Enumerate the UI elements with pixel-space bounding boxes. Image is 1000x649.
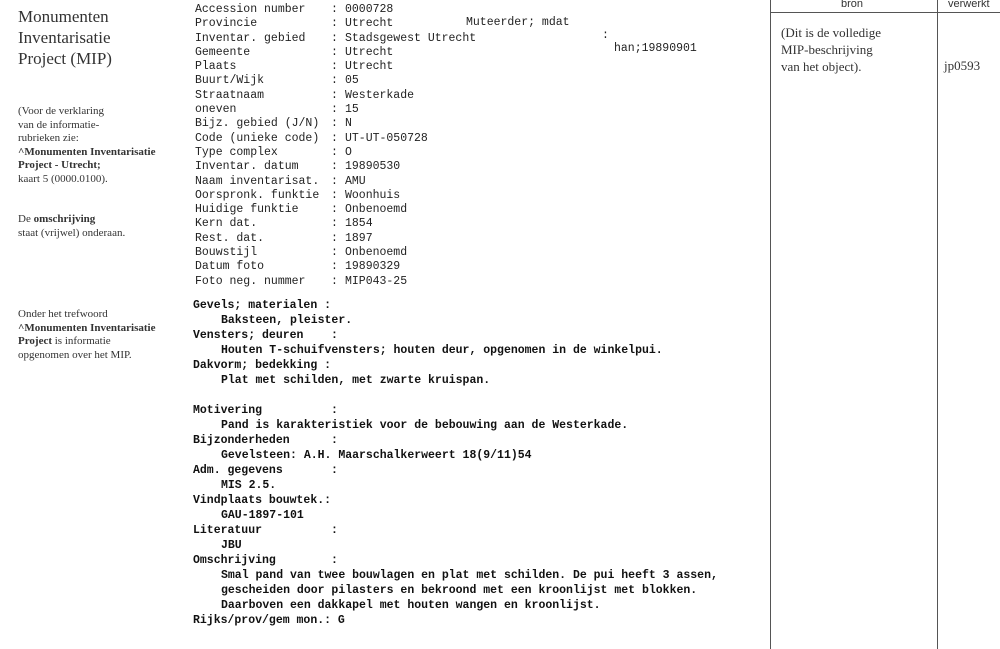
field-label: Naam inventarisat.: [195, 174, 320, 188]
field-value: 05: [345, 74, 359, 88]
section-colon: :: [331, 329, 338, 342]
title-line: Project (MIP): [18, 49, 112, 68]
note-reference: Project: [18, 335, 52, 347]
section: [193, 298, 763, 328]
explanation-note: [18, 105, 178, 186]
note-reference: ^Monumenten Inventarisatie: [18, 145, 156, 158]
note-line: van de informatie-: [18, 118, 100, 131]
section-text: Houten T-schuifvensters; houten deur, opgenomen in de winkelpui.: [221, 344, 663, 357]
bron-note-line: van het object).: [781, 59, 862, 74]
section: [193, 328, 763, 358]
section-colon: :: [331, 554, 338, 567]
verwerkt-header: verwerkt: [948, 0, 990, 10]
section-label: Vensters; deuren: [193, 329, 304, 342]
section-text: JBU: [221, 539, 242, 552]
field-label: Muteerder; mdat: [466, 16, 570, 29]
section-label: Rijks/prov/gem mon.: G: [193, 614, 345, 627]
field-value: O: [345, 145, 352, 159]
field-label: Oorspronk. funktie: [195, 188, 320, 202]
field-label: Accession number: [195, 3, 306, 16]
field-label: Inventar. datum: [195, 160, 299, 174]
section-label: Gevels; materialen :: [193, 299, 332, 312]
section-colon: :: [331, 434, 338, 447]
verwerkt-value: jp0593: [944, 58, 981, 73]
left-column: [18, 6, 178, 69]
field-value: Westerkade: [345, 88, 415, 102]
section: [193, 463, 763, 493]
field-label: Provincie: [195, 17, 258, 31]
section: [193, 613, 763, 628]
field-label: Straatnaam: [195, 88, 265, 102]
field-label: Rest. dat.: [195, 231, 265, 245]
note-text: De: [18, 213, 34, 225]
bron-note: [781, 24, 931, 75]
field-label: Plaats: [195, 60, 237, 74]
section: [193, 493, 763, 523]
section-label: Literatuur: [193, 524, 263, 537]
note-line: kaart 5 (0000.0100).: [18, 172, 108, 185]
divider: [937, 0, 938, 649]
section: [193, 433, 763, 463]
field-label: Bijz. gebied (J/N): [195, 117, 320, 131]
bron-note-line: (Dit is de volledige: [781, 25, 882, 40]
field-label: oneven: [195, 103, 237, 117]
field-label: Bouwstijl: [195, 246, 258, 260]
field-value: Utrecht: [345, 45, 394, 59]
mutator-field: Muteerder; mdat : han;19890901: [466, 16, 697, 55]
field-label: Buurt/Wijk: [195, 74, 265, 88]
field-value: 19890530: [345, 160, 401, 174]
field-label: Huidige funktie: [195, 203, 299, 217]
note-reference: ^Monumenten Inventarisatie: [18, 321, 156, 334]
section-text: Smal pand van twee bouwlagen en plat met schilden. De pui heeft 3 assen, gescheiden door pilasters en bekroond met een kroonlijst met blokken. Daarboven een dakkapel met houten wangen en kroonlijst.: [221, 569, 718, 612]
section-text: MIS 2.5.: [221, 479, 277, 492]
field-label: Datum foto: [195, 260, 265, 274]
divider: [770, 0, 771, 649]
section-colon: :: [331, 404, 338, 417]
field-value: han;19890901: [614, 42, 697, 55]
title-line: Inventarisatie: [18, 28, 111, 47]
field-value: 19890329: [345, 260, 401, 274]
section: [193, 553, 763, 613]
title-line: Monumenten: [18, 7, 109, 26]
note-line: staat (vrijwel) onderaan.: [18, 226, 126, 239]
divider: [770, 12, 1000, 13]
note-text: is informatie: [52, 335, 111, 347]
section-label: Omschrijving: [193, 554, 276, 567]
field-value: 0000728: [345, 3, 394, 16]
section-text: Gevelsteen: A.H. Maarschalkerweert 18(9/11)54: [221, 449, 532, 462]
field-value: 15: [345, 103, 359, 117]
section-text: Pand is karakteristiek voor de bebouwing aan de Westerkade.: [221, 419, 629, 432]
field-value: Woonhuis: [345, 188, 401, 202]
field-label: Code (unieke code): [195, 131, 320, 145]
section-colon: :: [331, 464, 338, 477]
field-value: 1854: [345, 217, 373, 231]
section-label: Bijzonderheden: [193, 434, 290, 447]
field-value: UT-UT-050728: [345, 131, 428, 145]
field-value: Onbenoemd: [345, 203, 408, 217]
field-label: Kern dat.: [195, 217, 258, 231]
field-value: Stadsgewest Utrecht: [345, 31, 477, 45]
note-reference: Project - Utrecht;: [18, 159, 101, 171]
description-location-note: [18, 213, 178, 240]
section-colon: :: [331, 524, 338, 537]
section: [193, 403, 763, 433]
field-value: 1897: [345, 231, 373, 245]
field-label: Foto neg. nummer: [195, 274, 306, 288]
note-keyword: omschrijving: [33, 213, 96, 225]
note-line: rubrieken zie:: [18, 132, 79, 144]
field-label: Gemeente: [195, 45, 251, 59]
section-label: Motivering: [193, 404, 263, 417]
description-block: [193, 298, 763, 628]
section-label: Vindplaats bouwtek.:: [193, 494, 332, 507]
section-label: Adm. gegevens: [193, 464, 283, 477]
field-value: Onbenoemd: [345, 246, 408, 260]
mip-title: [18, 6, 178, 69]
section-text: Plat met schilden, met zwarte kruispan.: [221, 374, 491, 387]
keyword-note: [18, 308, 178, 362]
section-text: GAU-1897-101: [221, 509, 304, 522]
field-label: Inventar. gebied: [195, 31, 306, 45]
note-line: (Voor de verklaring: [18, 105, 104, 117]
bron-header: bron: [841, 0, 864, 10]
field-label: Type complex: [195, 145, 278, 159]
section-label: Dakvorm; bedekking :: [193, 359, 332, 372]
field-value: Utrecht: [345, 60, 394, 74]
field-value: N: [345, 117, 352, 131]
section: [193, 358, 763, 388]
field-value: MIP043-25: [345, 274, 408, 288]
section: [193, 523, 763, 553]
field-value: AMU: [345, 174, 366, 188]
note-line: Onder het trefwoord: [18, 308, 108, 320]
note-line: opgenomen over het MIP.: [18, 348, 132, 361]
bron-note-line: MIP-beschrijving: [781, 42, 873, 57]
section-text: Baksteen, pleister.: [221, 314, 353, 327]
field-value: Utrecht: [345, 17, 394, 31]
